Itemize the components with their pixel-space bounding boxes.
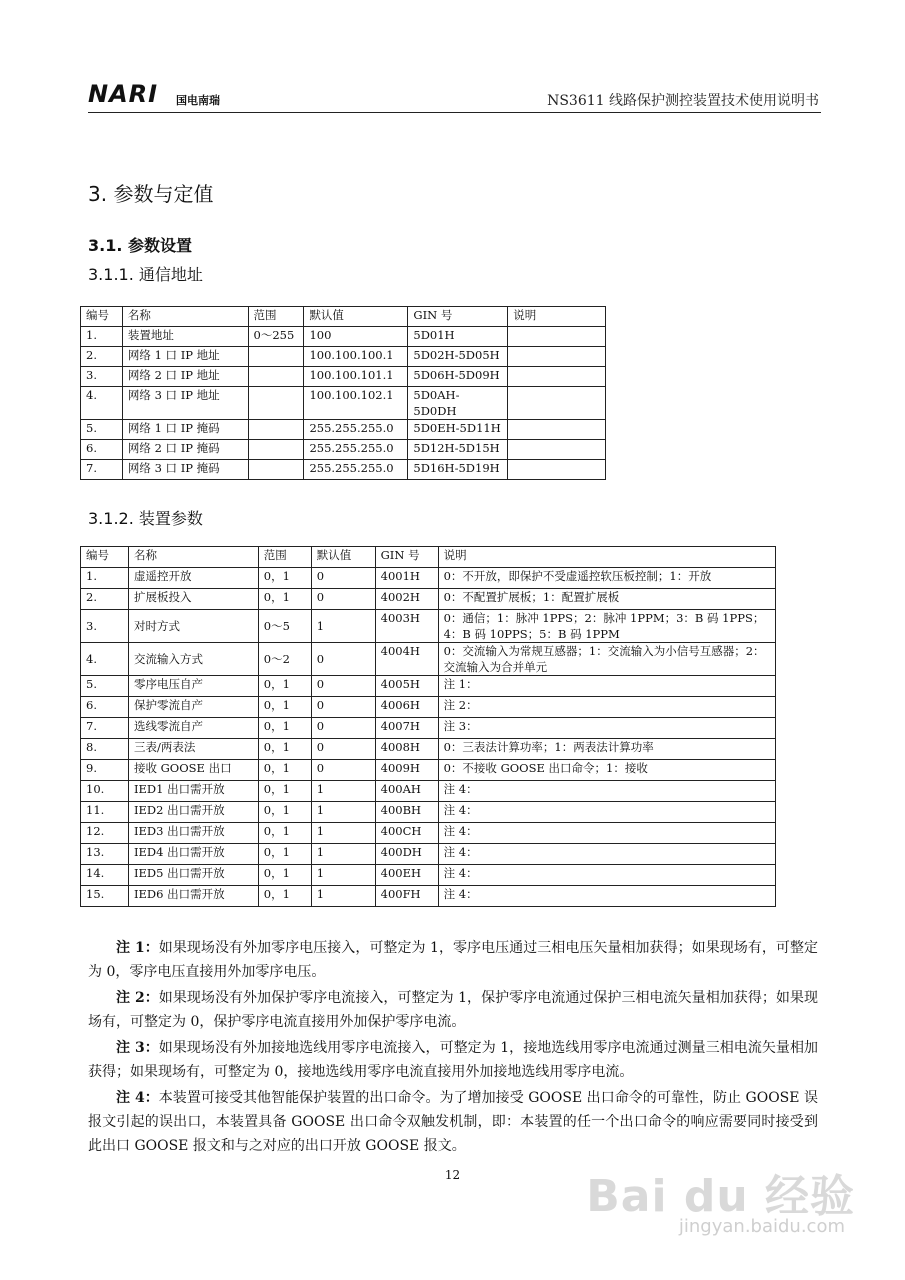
table-cell: 4008H [375, 739, 438, 760]
device-param-table [80, 546, 776, 907]
table-cell: 0 [311, 760, 375, 781]
table-header-cell: GIN 号 [375, 547, 438, 568]
table-cell: IED5 出口需开放 [128, 865, 258, 886]
section-3-heading: 3. 参数与定值 [88, 182, 214, 206]
table-cell: 0 [311, 718, 375, 739]
table-header-cell: 说明 [508, 307, 606, 327]
page-number: 12 [444, 1168, 461, 1182]
table-cell: 0，1 [258, 865, 311, 886]
table-row [81, 739, 776, 760]
table-cell: 0 [311, 643, 375, 676]
table-cell: 0 [311, 568, 375, 589]
table-cell: 7. [81, 460, 123, 480]
table-cell: 400AH [375, 781, 438, 802]
table-cell: 0，1 [258, 589, 311, 610]
table-cell: 400BH [375, 802, 438, 823]
table-cell: 网络 2 口 IP 地址 [122, 367, 248, 387]
table-cell: 0，1 [258, 760, 311, 781]
table-cell: 255.255.255.0 [304, 440, 408, 460]
table-row [81, 440, 606, 460]
table-cell: 4007H [375, 718, 438, 739]
table-cell: 1 [311, 865, 375, 886]
table-row [81, 844, 776, 865]
table-cell [248, 367, 304, 387]
table-cell: 5D06H-5D09H [408, 367, 508, 387]
table-cell: 12. [81, 823, 129, 844]
baidu-watermark-url: jingyan.baidu.com [678, 1216, 845, 1237]
table-header-cell: 名称 [122, 307, 248, 327]
table-cell: 网络 3 口 IP 地址 [122, 387, 248, 420]
table-cell: 对时方式 [128, 610, 258, 643]
table-cell [248, 460, 304, 480]
table-row [81, 387, 606, 420]
table-cell [508, 440, 606, 460]
table-cell: 1 [311, 823, 375, 844]
table-cell: 网络 1 口 IP 掩码 [122, 420, 248, 440]
note-2: 注 2：如果现场没有外加保护零序电流接入，可整定为 1，保护零序电流通过保护三相电流矢量相加获得；如果现场有，可整定为 0，保护零序电流直接用外加保护零序电流。 [88, 990, 818, 1030]
table-cell: 注 4： [438, 802, 775, 823]
table-cell: 0，1 [258, 886, 311, 907]
table-cell: 0，1 [258, 718, 311, 739]
table-cell: 0，1 [258, 781, 311, 802]
table-cell: 400CH [375, 823, 438, 844]
table-cell: 1. [81, 327, 123, 347]
table-cell: 4009H [375, 760, 438, 781]
table-cell: 1 [311, 802, 375, 823]
table-row [81, 697, 776, 718]
table-cell: 0，1 [258, 823, 311, 844]
table-cell: 11. [81, 802, 129, 823]
table-cell: IED4 出口需开放 [128, 844, 258, 865]
table-cell: 4. [81, 643, 129, 676]
table-cell: 虚遥控开放 [128, 568, 258, 589]
table-cell: IED6 出口需开放 [128, 886, 258, 907]
table-cell: 10. [81, 781, 129, 802]
table-cell: 网络 3 口 IP 掩码 [122, 460, 248, 480]
table-cell [248, 440, 304, 460]
table-cell: 100.100.100.1 [304, 347, 408, 367]
table-row [81, 865, 776, 886]
section-3-1-heading: 3.1. 参数设置 [88, 236, 192, 255]
baidu-watermark: Bai du 经验 [586, 1171, 855, 1222]
table-cell: 装置地址 [122, 327, 248, 347]
section-3-1-1-heading: 3.1.1. 通信地址 [88, 265, 203, 284]
table-cell: 0 [311, 739, 375, 760]
section-3-1-2-heading: 3.1.2. 装置参数 [88, 509, 203, 528]
table-cell: 100 [304, 327, 408, 347]
table-cell: 1. [81, 568, 129, 589]
table-row [81, 718, 776, 739]
table-row [81, 781, 776, 802]
table-cell: 0：不接收 GOOSE 出口命令；1：接收 [438, 760, 775, 781]
table-cell: 2. [81, 347, 123, 367]
table-cell: 扩展板投入 [128, 589, 258, 610]
table-cell: IED3 出口需开放 [128, 823, 258, 844]
nari-logo-subtitle: 国电南瑞 [176, 94, 220, 107]
table-cell: 接收 GOOSE 出口 [128, 760, 258, 781]
table-cell: 0，1 [258, 697, 311, 718]
table-cell: 0 [311, 589, 375, 610]
table-cell: 3. [81, 367, 123, 387]
table-row [81, 823, 776, 844]
table-header-cell: 范围 [248, 307, 304, 327]
table-cell: 0，1 [258, 802, 311, 823]
table-cell: 1 [311, 610, 375, 643]
table-cell [508, 367, 606, 387]
table-cell: 4001H [375, 568, 438, 589]
table-cell [508, 327, 606, 347]
table-header-cell: 编号 [81, 307, 123, 327]
table-cell: 0～5 [258, 610, 311, 643]
table-header-row [81, 547, 776, 568]
table-cell: 5. [81, 676, 129, 697]
table-row [81, 420, 606, 440]
table-cell [248, 347, 304, 367]
table-cell: 5D01H [408, 327, 508, 347]
page-header [88, 78, 821, 113]
table-header-cell: 说明 [438, 547, 775, 568]
table-cell: 交流输入方式 [128, 643, 258, 676]
table-cell: 0：通信；1：脉冲 1PPS；2：脉冲 1PPM；3：B 码 1PPS；4：B 码 10PPS；5：B 码 1PPM [438, 610, 775, 643]
table-row [81, 802, 776, 823]
table-cell: 0，1 [258, 844, 311, 865]
table-cell: 0，1 [258, 568, 311, 589]
table-cell: 400EH [375, 865, 438, 886]
table-cell [508, 460, 606, 480]
table-header-cell: 范围 [258, 547, 311, 568]
table-cell: 5D16H-5D19H [408, 460, 508, 480]
table-cell: 1 [311, 886, 375, 907]
table-cell: 选线零流自产 [128, 718, 258, 739]
table-cell: 三表/两表法 [128, 739, 258, 760]
table-row [81, 760, 776, 781]
table-cell: 6. [81, 440, 123, 460]
table-cell: 100.100.102.1 [304, 387, 408, 420]
table-cell: 注 1： [438, 676, 775, 697]
table-cell [248, 420, 304, 440]
table-cell: 注 4： [438, 865, 775, 886]
table-cell: 注 4： [438, 886, 775, 907]
table-cell: 5. [81, 420, 123, 440]
table-cell: 0 [311, 697, 375, 718]
table-cell: 9. [81, 760, 129, 781]
table-header-row [81, 307, 606, 327]
table-row [81, 610, 776, 643]
table-cell: 4. [81, 387, 123, 420]
note-3: 注 3：如果现场没有外加接地选线用零序电流接入，可整定为 1，接地选线用零序电流通过测量三相电流矢量相加获得；如果现场有，可整定为 0，接地选线用零序电流直接用外加接地选线用零序电流。 [88, 1040, 818, 1080]
table-row [81, 643, 776, 676]
table-row [81, 460, 606, 480]
table-cell: 0：三表法计算功率；1：两表法计算功率 [438, 739, 775, 760]
table-cell: 1 [311, 844, 375, 865]
table-cell: 网络 1 口 IP 地址 [122, 347, 248, 367]
table-cell: 0～2 [258, 643, 311, 676]
table-cell: 255.255.255.0 [304, 420, 408, 440]
table-cell: 0，1 [258, 739, 311, 760]
nari-logo: NARI [88, 80, 159, 108]
table-cell: 网络 2 口 IP 掩码 [122, 440, 248, 460]
table-cell: 8. [81, 739, 129, 760]
table-cell: 5D0EH-5D11H [408, 420, 508, 440]
table-cell: 注 4： [438, 781, 775, 802]
table-cell: 注 4： [438, 823, 775, 844]
table-cell: 保护零流自产 [128, 697, 258, 718]
table-cell: 15. [81, 886, 129, 907]
table-header-cell: 编号 [81, 547, 129, 568]
table-header-cell: 默认值 [311, 547, 375, 568]
document-title: NS3611 线路保护测控装置技术使用说明书 [547, 93, 819, 109]
table-cell: 3. [81, 610, 129, 643]
table-cell: 0：不开放，即保护不受虚遥控软压板控制；1：开放 [438, 568, 775, 589]
table-cell: 0 [311, 676, 375, 697]
table-cell: 400DH [375, 844, 438, 865]
table-row [81, 327, 606, 347]
table-cell: 14. [81, 865, 129, 886]
table-header-cell: GIN 号 [408, 307, 508, 327]
table-cell: 0，1 [258, 676, 311, 697]
table-row [81, 347, 606, 367]
table-row [81, 589, 776, 610]
table-cell: 255.255.255.0 [304, 460, 408, 480]
table-header-cell: 默认值 [304, 307, 408, 327]
table-cell: 4002H [375, 589, 438, 610]
table-cell: 4004H [375, 643, 438, 676]
note-1: 注 1：如果现场没有外加零序电压接入，可整定为 1，零序电压通过三相电压矢量相加获得；如果现场有，可整定为 0，零序电压直接用外加零序电压。 [88, 940, 818, 980]
table-cell: 零序电压自产 [128, 676, 258, 697]
table-cell: 4003H [375, 610, 438, 643]
table-cell: 0：交流输入为常规互感器；1：交流输入为小信号互感器；2：交流输入为合并单元 [438, 643, 775, 676]
table-cell: IED1 出口需开放 [128, 781, 258, 802]
table-cell: 13. [81, 844, 129, 865]
table-row [81, 676, 776, 697]
table-cell: 6. [81, 697, 129, 718]
table-cell: 0：不配置扩展板；1：配置扩展板 [438, 589, 775, 610]
table-cell [508, 347, 606, 367]
table-cell: 注 2： [438, 697, 775, 718]
comm-address-table [80, 306, 606, 480]
table-cell [248, 387, 304, 420]
table-cell: 100.100.101.1 [304, 367, 408, 387]
notes-block [88, 936, 818, 1160]
table-cell: 注 4： [438, 844, 775, 865]
table-row [81, 568, 776, 589]
table-cell: 0～255 [248, 327, 304, 347]
table-cell: 2. [81, 589, 129, 610]
table-cell: 400FH [375, 886, 438, 907]
table-cell: 4005H [375, 676, 438, 697]
table-cell: 5D12H-5D15H [408, 440, 508, 460]
note-4: 注 4：本装置可接受其他智能保护装置的出口命令。为了增加接受 GOOSE 出口命令的可靠性，防止 GOOSE 误报文引起的误出口，本装置具备 GOOSE 出口命令双触发机制，即：本装置的任一个出口命令的响应需要同时接受到此出口 GOOSE 报文和与之对应的出口开放 GOOSE 报文。 [88, 1090, 818, 1154]
table-header-cell: 名称 [128, 547, 258, 568]
table-row [81, 886, 776, 907]
table-row [81, 367, 606, 387]
table-cell [508, 387, 606, 420]
table-cell: IED2 出口需开放 [128, 802, 258, 823]
table-cell: 5D0AH-5D0DH [408, 387, 508, 420]
table-cell: 1 [311, 781, 375, 802]
table-cell: 5D02H-5D05H [408, 347, 508, 367]
table-cell: 7. [81, 718, 129, 739]
table-cell: 4006H [375, 697, 438, 718]
table-cell [508, 420, 606, 440]
table-cell: 注 3： [438, 718, 775, 739]
